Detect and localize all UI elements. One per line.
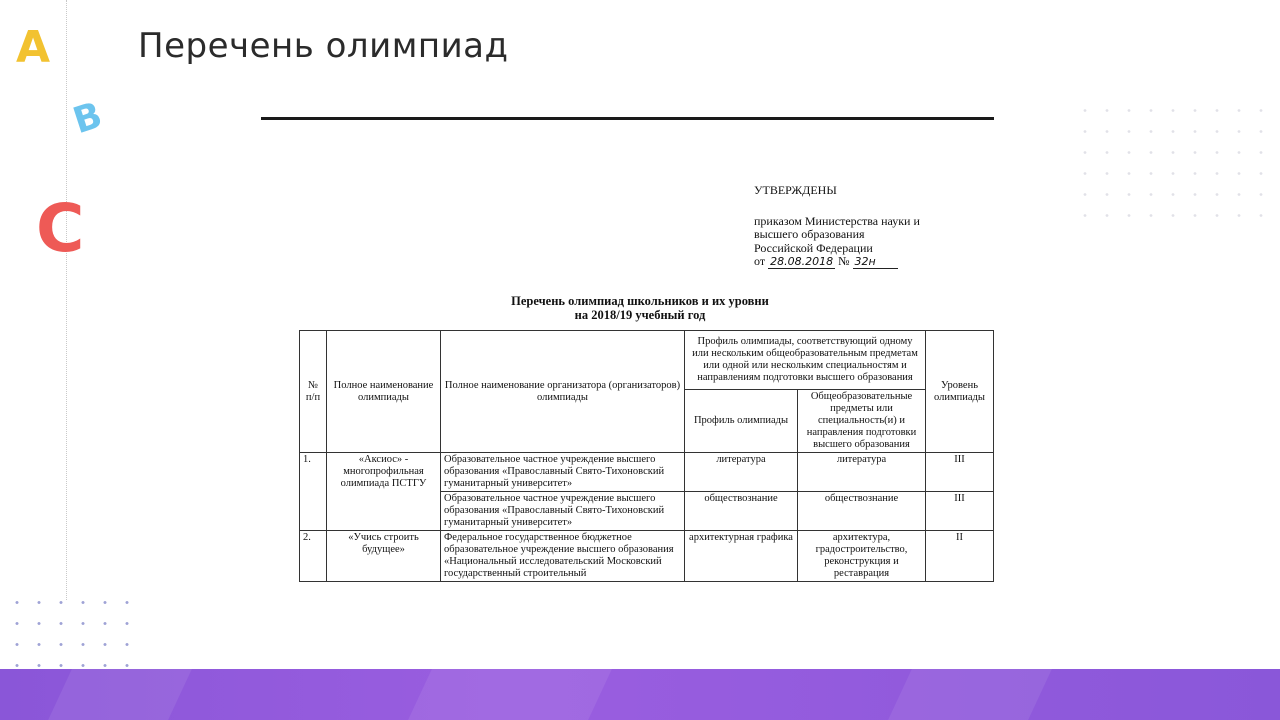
document-header-rule [261, 117, 994, 120]
slide-title: Перечень олимпиад [138, 26, 509, 66]
document-title [400, 294, 880, 322]
cell-name: «Аксиос» - многопрофильная олимпиада ПСТГУ [327, 453, 441, 531]
table-row [300, 453, 994, 492]
header-num: № п/п [300, 331, 327, 453]
header-name: Полное наименование олимпиады [327, 331, 441, 453]
cell-organizer: Федеральное государственное бюджетное образовательное учреждение высшего образования «Национальный исследовательский Московский государственный строительный [441, 531, 685, 582]
decorative-dotted-line [66, 0, 67, 600]
approval-block [754, 184, 994, 269]
date-prefix: от [754, 254, 766, 268]
letter-c-icon: C [36, 190, 85, 267]
header-profile-group: Профиль олимпиады, соответствующий одному или нескольким общеобразовательным предметам или одной или нескольким специальностям и направлениям подготовки высшего образования [685, 331, 926, 390]
cell-level: III [926, 492, 994, 531]
approval-date: 28.08.2018 [770, 255, 834, 268]
document-image [240, 112, 1015, 592]
footer-decoration [888, 669, 1052, 720]
footer-decoration [408, 669, 612, 720]
cell-profile: архитектурная графика [685, 531, 798, 582]
approval-date-row [754, 255, 994, 269]
approval-number: 32н [853, 255, 898, 269]
cell-subjects: обществознание [798, 492, 926, 531]
cell-num: 1. [300, 453, 327, 531]
olympiad-table [299, 330, 994, 582]
footer-band [0, 669, 1280, 720]
header-level: Уровень олимпиады [926, 331, 994, 453]
number-prefix: № [838, 254, 850, 268]
dot-pattern-decoration [6, 592, 136, 676]
cell-organizer: Образовательное частное учреждение высшего образования «Православный Свято-Тихоновский гуманитарный университет» [441, 492, 685, 531]
header-organizer: Полное наименование организатора (организаторов) олимпиады [441, 331, 685, 453]
cell-profile: обществознание [685, 492, 798, 531]
cell-num: 2. [300, 531, 327, 582]
document-title-line: на 2018/19 учебный год [574, 308, 706, 322]
footer-decoration [48, 669, 192, 720]
cell-level: II [926, 531, 994, 582]
cell-subjects: литература [798, 453, 926, 492]
letter-a-icon: A [16, 22, 51, 73]
approval-line: высшего образования [754, 227, 865, 241]
cell-organizer: Образовательное частное учреждение высшего образования «Православный Свято-Тихоновский гуманитарный университет» [441, 453, 685, 492]
cell-level: III [926, 453, 994, 492]
dot-pattern-decoration [1074, 100, 1280, 220]
cell-subjects: архитектура, градостроительство, реконструкция и реставрация [798, 531, 926, 582]
header-profile: Профиль олимпиады [685, 390, 798, 453]
cell-name: «Учись строить будущее» [327, 531, 441, 582]
approval-line: приказом Министерства науки и [754, 213, 920, 228]
approval-stamp: УТВЕРЖДЕНЫ [754, 183, 837, 197]
letter-b-icon: B [68, 94, 108, 143]
approval-line: Российской Федерации [754, 240, 873, 255]
document-title-line: Перечень олимпиад школьников и их уровни [511, 294, 769, 308]
cell-profile: литература [685, 453, 798, 492]
header-subjects: Общеобразовательные предметы или специальность(и) и направления подготовки высшего образования [798, 390, 926, 453]
table-row [300, 531, 994, 582]
